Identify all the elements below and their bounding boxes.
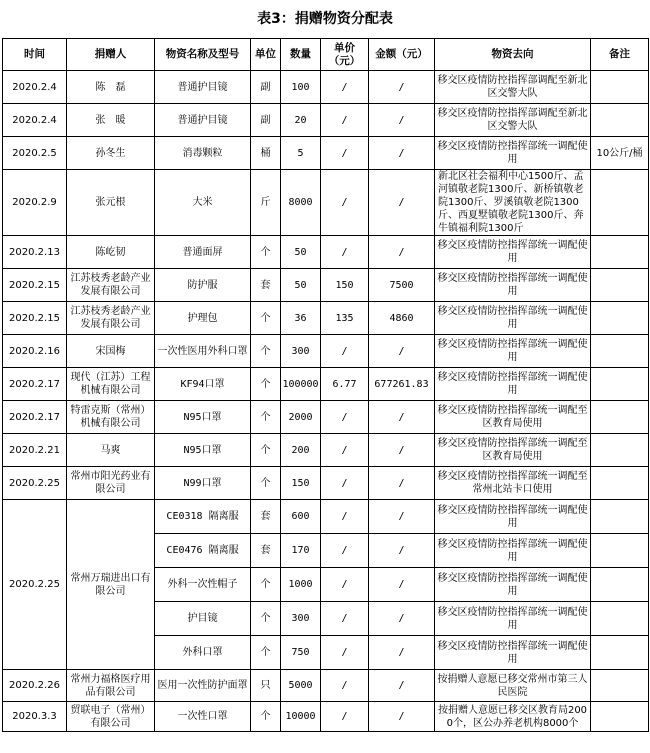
cell-date: 2020.2.16 xyxy=(3,335,67,368)
cell-remark xyxy=(591,71,649,104)
header-unit: 单位 xyxy=(251,39,281,71)
cell-qty: 300 xyxy=(281,602,321,636)
cell-unit: 个 xyxy=(251,602,281,636)
cell-price: / xyxy=(321,534,369,568)
cell-amount: / xyxy=(369,104,435,137)
table-row xyxy=(3,467,649,500)
header-destination: 物资去向 xyxy=(435,39,591,71)
cell-destination: 移交区疫情防控指挥部统一调配使用 xyxy=(435,534,591,568)
cell-remark xyxy=(591,368,649,401)
header-time: 时间 xyxy=(3,39,67,71)
cell-item: N95口罩 xyxy=(155,401,251,434)
table-row xyxy=(3,137,649,170)
cell-remark xyxy=(591,236,649,269)
cell-remark xyxy=(591,434,649,467)
cell-donor: 江苏枝秀老龄产业发展有限公司 xyxy=(67,269,155,302)
cell-amount: 4860 xyxy=(369,302,435,335)
cell-qty: 750 xyxy=(281,636,321,670)
cell-qty: 2000 xyxy=(281,401,321,434)
header-item: 物资名称及型号 xyxy=(155,39,251,71)
cell-unit: 只 xyxy=(251,670,281,702)
cell-amount: / xyxy=(369,236,435,269)
cell-destination: 新北区社会福利中心1500斤、孟河镇敬老院1300斤、新桥镇敬老院1300斤、罗溪镇敬老院1300斤、西夏墅镇敬老院1300斤、奔牛镇福利院1300斤 xyxy=(435,170,591,236)
cell-qty: 10000 xyxy=(281,702,321,732)
cell-date: 2020.2.25 xyxy=(3,467,67,500)
cell-date: 2020.2.5 xyxy=(3,137,67,170)
cell-date: 2020.2.9 xyxy=(3,170,67,236)
table-row xyxy=(3,670,649,702)
cell-qty: 5 xyxy=(281,137,321,170)
cell-qty: 150 xyxy=(281,467,321,500)
cell-unit: 套 xyxy=(251,500,281,534)
cell-item: 普通护目镜 xyxy=(155,71,251,104)
cell-price: / xyxy=(321,170,369,236)
cell-date: 2020.2.17 xyxy=(3,401,67,434)
cell-qty: 100 xyxy=(281,71,321,104)
cell-amount: / xyxy=(369,71,435,104)
cell-unit: 斤 xyxy=(251,170,281,236)
table-row xyxy=(3,500,649,534)
cell-qty: 600 xyxy=(281,500,321,534)
table-row xyxy=(3,434,649,467)
cell-item: N99口罩 xyxy=(155,467,251,500)
cell-remark xyxy=(591,602,649,636)
cell-date: 2020.2.17 xyxy=(3,368,67,401)
cell-remark xyxy=(591,670,649,702)
cell-destination: 移交区疫情防控指挥部统一调配使用 xyxy=(435,500,591,534)
cell-date: 2020.2.26 xyxy=(3,670,67,702)
cell-destination: 移交区疫情防控指挥部调配至新北区交警大队 xyxy=(435,104,591,137)
cell-qty: 20 xyxy=(281,104,321,137)
cell-item: CE0318 隔离服 xyxy=(155,500,251,534)
table-row xyxy=(3,401,649,434)
cell-unit: 个 xyxy=(251,368,281,401)
cell-donor: 常州力福格医疗用品有限公司 xyxy=(67,670,155,702)
table-row xyxy=(3,170,649,236)
cell-destination: 移交区疫情防控指挥部统一调配至区教育局使用 xyxy=(435,401,591,434)
table-row xyxy=(3,368,649,401)
cell-unit: 副 xyxy=(251,71,281,104)
cell-destination: 移交区疫情防控指挥部统一调配使用 xyxy=(435,602,591,636)
cell-amount: / xyxy=(369,568,435,602)
cell-amount: / xyxy=(369,434,435,467)
cell-remark xyxy=(591,335,649,368)
cell-donor: 常州市阳光药业有限公司 xyxy=(67,467,155,500)
donation-table xyxy=(2,38,649,732)
cell-donor: 特雷克斯（常州）机械有限公司 xyxy=(67,401,155,434)
cell-unit: 个 xyxy=(251,236,281,269)
cell-unit: 个 xyxy=(251,302,281,335)
cell-price: / xyxy=(321,104,369,137)
table-row xyxy=(3,236,649,269)
cell-qty: 300 xyxy=(281,335,321,368)
cell-unit: 个 xyxy=(251,335,281,368)
cell-remark xyxy=(591,170,649,236)
cell-donor: 张元根 xyxy=(67,170,155,236)
cell-unit: 个 xyxy=(251,467,281,500)
cell-destination: 移交区疫情防控指挥部统一调配使用 xyxy=(435,302,591,335)
cell-date: 2020.3.3 xyxy=(3,702,67,732)
cell-price: / xyxy=(321,467,369,500)
cell-donor: 宋国梅 xyxy=(67,335,155,368)
cell-amount: / xyxy=(369,467,435,500)
cell-donor: 陈 磊 xyxy=(67,71,155,104)
cell-destination: 移交区疫情防控指挥部统一调配使用 xyxy=(435,269,591,302)
cell-remark xyxy=(591,302,649,335)
cell-destination: 移交区疫情防控指挥部统一调配使用 xyxy=(435,137,591,170)
cell-price: / xyxy=(321,500,369,534)
cell-donor: 陈屹韧 xyxy=(67,236,155,269)
cell-amount: / xyxy=(369,137,435,170)
cell-price: / xyxy=(321,670,369,702)
cell-remark xyxy=(591,500,649,534)
cell-remark xyxy=(591,104,649,137)
cell-date: 2020.2.21 xyxy=(3,434,67,467)
header-donor: 捐赠人 xyxy=(67,39,155,71)
cell-item: 外科一次性帽子 xyxy=(155,568,251,602)
cell-qty: 36 xyxy=(281,302,321,335)
cell-destination: 移交区疫情防控指挥部统一调配使用 xyxy=(435,236,591,269)
cell-price: / xyxy=(321,137,369,170)
cell-qty: 100000 xyxy=(281,368,321,401)
cell-item: 护目镜 xyxy=(155,602,251,636)
cell-item: CE0476 隔离服 xyxy=(155,534,251,568)
cell-unit: 个 xyxy=(251,568,281,602)
cell-price: / xyxy=(321,568,369,602)
cell-item: 护理包 xyxy=(155,302,251,335)
cell-remark xyxy=(591,269,649,302)
cell-destination: 移交区疫情防控指挥部统一调配使用 xyxy=(435,368,591,401)
cell-date: 2020.2.4 xyxy=(3,71,67,104)
cell-qty: 200 xyxy=(281,434,321,467)
cell-amount: / xyxy=(369,335,435,368)
cell-qty: 170 xyxy=(281,534,321,568)
header-price: 单价（元） xyxy=(321,39,369,71)
cell-date: 2020.2.13 xyxy=(3,236,67,269)
cell-remark xyxy=(591,702,649,732)
cell-amount: / xyxy=(369,636,435,670)
cell-remark xyxy=(591,467,649,500)
cell-unit: 个 xyxy=(251,636,281,670)
cell-destination: 移交区疫情防控指挥部统一调配使用 xyxy=(435,636,591,670)
table-title: 表3：捐赠物资分配表 xyxy=(257,11,393,27)
cell-destination: 移交区疫情防控指挥部统一调配使用 xyxy=(435,335,591,368)
cell-price: / xyxy=(321,401,369,434)
cell-price: 6.77 xyxy=(321,368,369,401)
cell-price: 150 xyxy=(321,269,369,302)
cell-date: 2020.2.15 xyxy=(3,302,67,335)
cell-price: / xyxy=(321,71,369,104)
cell-amount: / xyxy=(369,602,435,636)
cell-qty: 50 xyxy=(281,236,321,269)
table-row xyxy=(3,302,649,335)
cell-price: / xyxy=(321,602,369,636)
cell-item: KF94口罩 xyxy=(155,368,251,401)
cell-item: 一次性医用外科口罩 xyxy=(155,335,251,368)
cell-qty: 5000 xyxy=(281,670,321,702)
header-amount: 金额（元） xyxy=(369,39,435,71)
cell-unit: 副 xyxy=(251,104,281,137)
cell-item: 普通面屏 xyxy=(155,236,251,269)
table-row xyxy=(3,335,649,368)
cell-item: 医用一次性防护面罩 xyxy=(155,670,251,702)
cell-unit: 套 xyxy=(251,534,281,568)
cell-item: N95口罩 xyxy=(155,434,251,467)
cell-date: 2020.2.4 xyxy=(3,104,67,137)
cell-price: / xyxy=(321,702,369,732)
cell-item: 普通护目镜 xyxy=(155,104,251,137)
cell-donor: 常州万瑞进出口有限公司 xyxy=(67,500,155,670)
cell-price: / xyxy=(321,636,369,670)
cell-unit: 个 xyxy=(251,434,281,467)
cell-destination: 移交区疫情防控指挥部统一调配至区教育局使用 xyxy=(435,434,591,467)
cell-remark xyxy=(591,568,649,602)
cell-unit: 桶 xyxy=(251,137,281,170)
cell-qty: 1000 xyxy=(281,568,321,602)
table-row xyxy=(3,104,649,137)
cell-item: 消毒颗粒 xyxy=(155,137,251,170)
cell-remark xyxy=(591,401,649,434)
cell-remark xyxy=(591,636,649,670)
cell-amount: / xyxy=(369,170,435,236)
cell-item: 防护服 xyxy=(155,269,251,302)
cell-destination: 移交区疫情防控指挥部调配至新北区交警大队 xyxy=(435,71,591,104)
cell-qty: 50 xyxy=(281,269,321,302)
cell-destination: 移交区疫情防控指挥部统一调配使用 xyxy=(435,568,591,602)
cell-date: 2020.2.15 xyxy=(3,269,67,302)
table-row xyxy=(3,702,649,732)
cell-amount: 677261.83 xyxy=(369,368,435,401)
cell-amount: / xyxy=(369,702,435,732)
cell-price: / xyxy=(321,434,369,467)
cell-donor: 现代（江苏）工程机械有限公司 xyxy=(67,368,155,401)
cell-qty: 8000 xyxy=(281,170,321,236)
cell-price: 135 xyxy=(321,302,369,335)
header-qty: 数量 xyxy=(281,39,321,71)
cell-unit: 个 xyxy=(251,401,281,434)
cell-price: / xyxy=(321,335,369,368)
cell-donor: 贸联电子（常州）有限公司 xyxy=(67,702,155,732)
cell-amount: / xyxy=(369,401,435,434)
cell-item: 大米 xyxy=(155,170,251,236)
cell-unit: 套 xyxy=(251,269,281,302)
cell-donor: 孙冬生 xyxy=(67,137,155,170)
cell-destination: 移交区疫情防控指挥部统一调配至常州北站卡口使用 xyxy=(435,467,591,500)
cell-date: 2020.2.25 xyxy=(3,500,67,670)
cell-item: 外科口罩 xyxy=(155,636,251,670)
cell-donor: 张 暖 xyxy=(67,104,155,137)
cell-unit: 个 xyxy=(251,702,281,732)
table-row xyxy=(3,71,649,104)
table-row xyxy=(3,269,649,302)
cell-donor: 马爽 xyxy=(67,434,155,467)
cell-amount: / xyxy=(369,670,435,702)
cell-donor: 江苏枝秀老龄产业发展有限公司 xyxy=(67,302,155,335)
cell-amount: 7500 xyxy=(369,269,435,302)
cell-destination: 按捐赠人意愿已移交区教育局2000个，区公办养老机构8000个 xyxy=(435,702,591,732)
cell-price: / xyxy=(321,236,369,269)
header-row xyxy=(3,39,649,71)
cell-remark xyxy=(591,534,649,568)
header-remark: 备注 xyxy=(591,39,649,71)
cell-amount: / xyxy=(369,534,435,568)
cell-amount: / xyxy=(369,500,435,534)
cell-destination: 按捐赠人意愿已移交常州市第三人民医院 xyxy=(435,670,591,702)
cell-remark: 10公斤/桶 xyxy=(591,137,649,170)
cell-item: 一次性口罩 xyxy=(155,702,251,732)
